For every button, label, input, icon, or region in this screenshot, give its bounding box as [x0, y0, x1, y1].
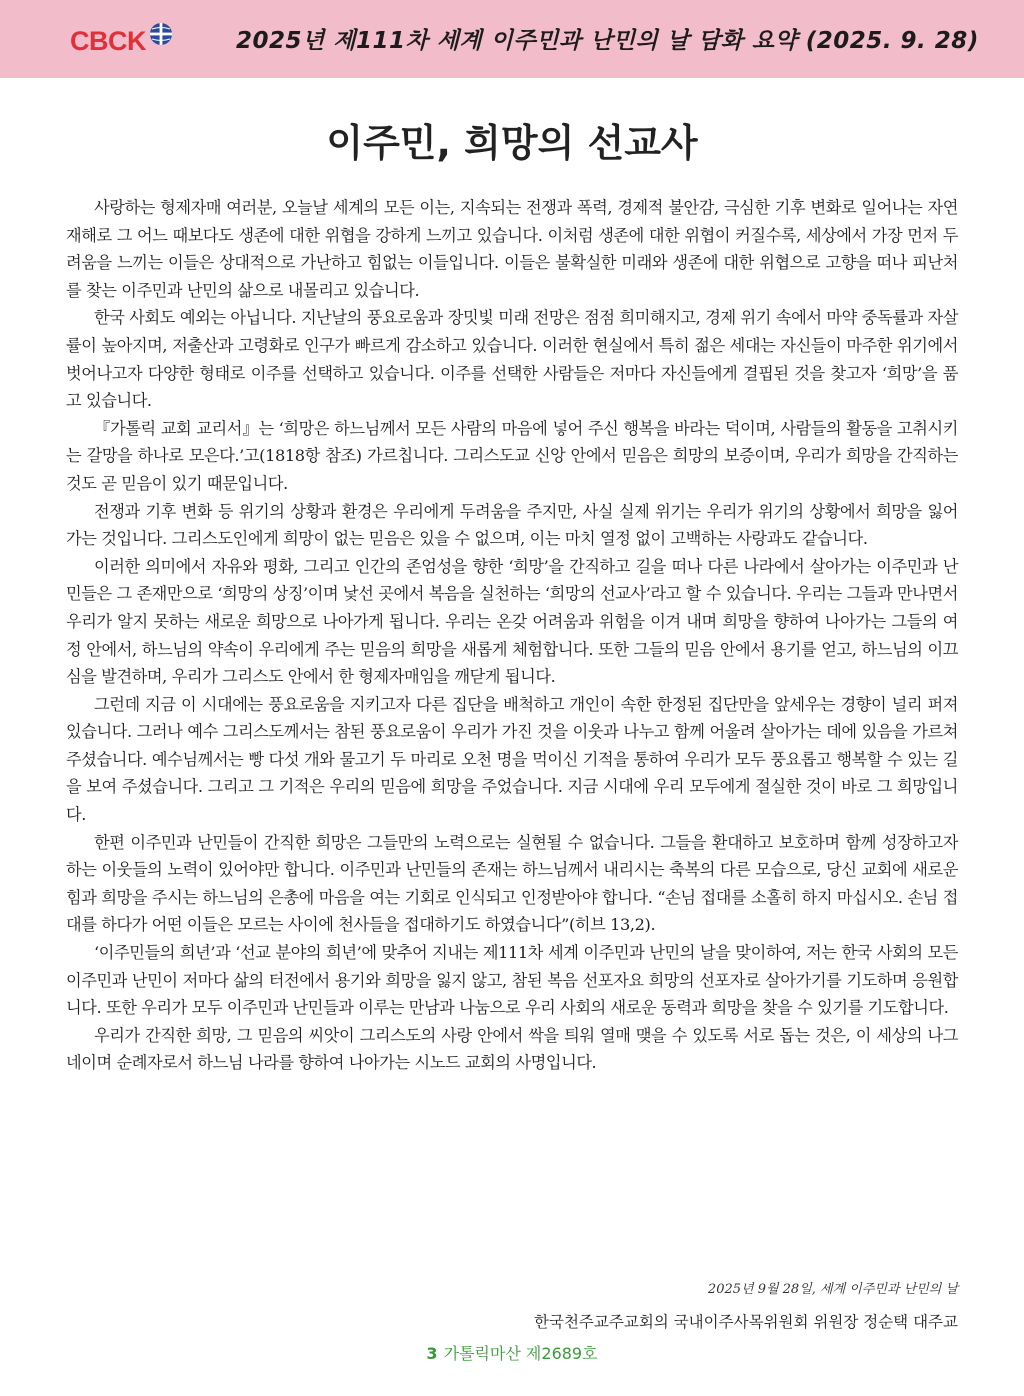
cbck-logo [70, 24, 174, 58]
signature-date: 2025년 9월 28일, 세계 이주민과 난민의 날 [707, 1282, 958, 1297]
globe-cross-icon [148, 21, 174, 47]
signature-author: 한국천주교주교회의 국내이주사목위원회 위원장 정순택 대주교 [534, 1313, 958, 1331]
header-title: 2025년 제111차 세계 이주민과 난민의 날 담화 요약 (2025. 9. 28) [236, 28, 979, 54]
paragraph: 사랑하는 형제자매 여러분, 오늘날 세계의 모든 이는, 지속되는 전쟁과 폭력, 경제적 불안감, 극심한 기후 변화로 일어나는 자연재해로 그 어느 때보다도 생존에 대한 위협을 강하게 느끼고 있습니다. 이처럼 생존에 대한 위협이 커질수록, 세상에서 가장 먼저 두려움을 느끼는 이들은 상대적으로 가난하고 힘없는 이들입니다. 이들은 불확실한 미래와 생존에 대한 위협으로 고향을 떠나 피난처를 찾는 이주민과 난민의 삶으로 내몰리고 있습니다. [66, 198, 958, 300]
logo-text: CBCK [70, 25, 146, 56]
paragraph: 이러한 의미에서 자유와 평화, 그리고 인간의 존엄성을 향한 ‘희망’을 간직하고 길을 떠나 다른 나라에서 살아가는 이주민과 난민들은 그 존재만으로 ‘희망의 상징’이며 낯선 곳에서 복음을 실천하는 ‘희망의 선교사’라고 할 수 있습니다. 우리는 그들과 만나면서 우리가 알지 못하는 새로운 희망으로 나아가게 됩니다. 우리는 온갖 어려움과 위험을 이겨 내며 희망을 향하여 나아가는 그들의 여정 안에서, 하느님의 약속이 우리에게 주는 믿음의 희망을 새롭게 체험합니다. 또한 그들의 믿음 안에서 용기를 얻고, 하느님의 이끄심을 발견하며, 우리가 그리스도 안에서 한 형제자매임을 깨닫게 됩니다. [66, 556, 958, 687]
message-body [66, 194, 958, 1077]
page-number: 3 [426, 1344, 438, 1363]
page-footer [0, 1342, 1024, 1366]
paragraph: ‘이주민들의 희년’과 ‘선교 분야의 희년’에 맞추어 지내는 제111차 세계 이주민과 난민의 날을 맞이하여, 저는 한국 사회의 모든 이주민과 난민이 저마다 삶의 터전에서 용기와 희망을 잃지 않고, 참된 복음 선포자요 희망의 선포자로 살아가기를 기도하며 응원합니다. 또한 우리가 모두 이주민과 난민들과 이루는 만남과 나눔으로 우리 사회의 새로운 동력과 희망을 찾을 수 있기를 기도합니다. [66, 943, 958, 1018]
paragraph: 『가톨릭 교회 교리서』는 ‘희망은 하느님께서 모든 사람의 마음에 넣어 주신 행복을 바라는 덕이며, 사람들의 활동을 고취시키는 갈망을 하나로 모은다.’고(1818항 참조) 가르칩니다. 그리스도교 신앙 안에서 믿음은 희망의 보증이며, 우리가 희망을 간직하는 것도 곧 믿음이 있기 때문입니다. [66, 418, 958, 493]
signature-block [534, 1274, 958, 1338]
header-band [0, 0, 1024, 78]
paragraph: 전쟁과 기후 변화 등 위기의 상황과 환경은 우리에게 두려움을 주지만, 사실 실제 위기는 우리가 위기의 상황에서 희망을 잃어 가는 것입니다. 그리스도인에게 희망이 없는 믿음은 있을 수 없으며, 이는 마치 열정 없이 고백하는 사랑과도 같습니다. [66, 501, 958, 549]
paragraph: 그런데 지금 이 시대에는 풍요로움을 지키고자 다른 집단을 배척하고 개인이 속한 한정된 집단만을 앞세우는 경향이 널리 퍼져 있습니다. 그러나 예수 그리스도께서는 참된 풍요로움이 우리가 가진 것을 이웃과 나누고 함께 어울려 살아가는 데에 있음을 가르쳐 주셨습니다. 예수님께서는 빵 다섯 개와 물고기 두 마리로 오천 명을 먹이신 기적을 통하여 우리가 모두 풍요롭고 행복할 수 있는 길을 보여 주셨습니다. 그리고 그 기적은 우리의 믿음에 희망을 주었습니다. 지금 시대에 우리 모두에게 절실한 것이 바로 그 희망입니다. [66, 694, 958, 825]
paragraph: 우리가 간직한 희망, 그 믿음의 씨앗이 그리스도의 사랑 안에서 싹을 틔워 열매 맺을 수 있도록 서로 돕는 것은, 이 세상의 나그네이며 순례자로서 하느님 나라를 향하여 나아가는 시노드 교회의 사명입니다. [66, 1025, 958, 1073]
document-title: 이주민, 희망의 선교사 [326, 121, 698, 165]
paragraph: 한국 사회도 예외는 아닙니다. 지난날의 풍요로움과 장밋빛 미래 전망은 점점 희미해지고, 경제 위기 속에서 마약 중독률과 자살률이 높아지며, 저출산과 고령화로 인구가 빠르게 감소하고 있습니다. 이러한 현실에서 특히 젊은 세대는 자신들이 마주한 위기에서 벗어나고자 다양한 형태로 이주를 선택하고 있습니다. 이주를 선택한 사람들은 저마다 자신들에게 결핍된 것을 찾고자 ‘희망’을 품고 있습니다. [66, 308, 958, 411]
paragraph: 한편 이주민과 난민들이 간직한 희망은 그들만의 노력으로는 실현될 수 없습니다. 그들을 환대하고 보호하며 함께 성장하고자 하는 이웃들의 노력이 있어야만 합니다. 이주민과 난민들의 존재는 하느님께서 내리시는 축복의 다른 모습으로, 당신 교회에 새로운 힘과 희망을 주시는 하느님의 은총에 마음을 여는 기회로 인식되고 인정받아야 합니다. “손님 접대를 소홀히 하지 마십시오. 손님 접대를 하다가 어떤 이들은 모르는 사이에 천사들을 접대하기도 하였습니다”(히브 13,2). [66, 832, 958, 935]
publication-name: 가톨릭마산 제2689호 [443, 1344, 598, 1363]
